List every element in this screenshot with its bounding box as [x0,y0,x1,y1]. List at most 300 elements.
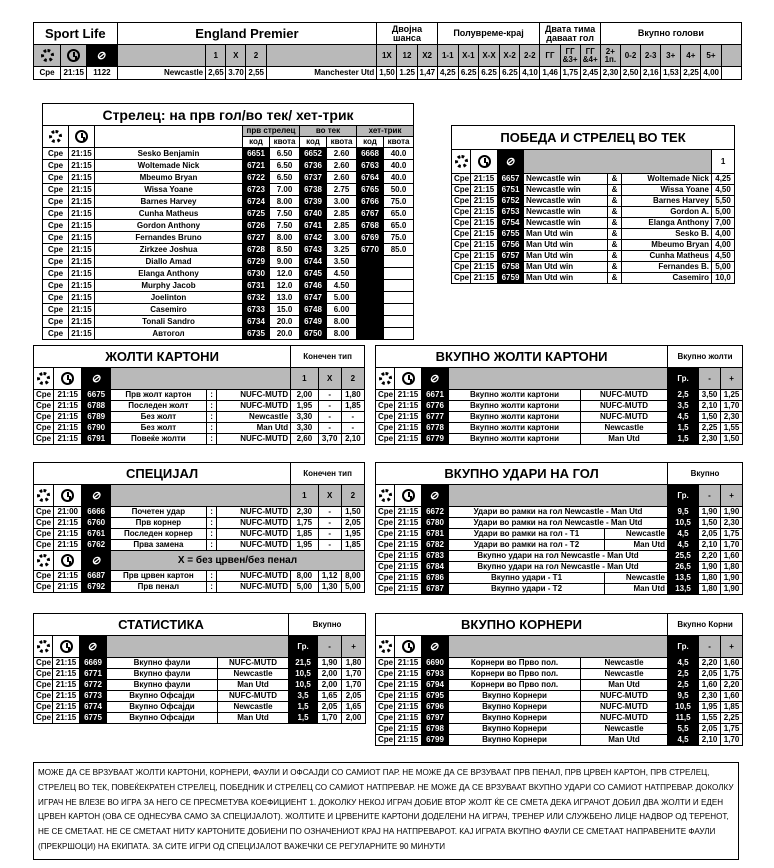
odd[interactable]: 2,00 [318,680,342,691]
table-row[interactable] [376,434,743,445]
code: 6734 [243,316,270,328]
table-row[interactable] [34,401,365,412]
odd[interactable] [384,280,414,292]
odd[interactable]: 1,80 [699,584,721,595]
table-row[interactable] [376,691,743,702]
odd[interactable]: 40.0 [384,160,414,172]
table-row[interactable] [376,518,743,529]
odd[interactable]: 3.00 [327,196,357,208]
table-row[interactable] [376,529,743,540]
code: 6748 [300,304,327,316]
odd[interactable]: 2.60 [327,172,357,184]
odd[interactable] [384,256,414,268]
odd[interactable]: 65.0 [384,220,414,232]
table-row[interactable] [43,316,414,328]
table-row[interactable] [34,434,365,445]
table-row[interactable] [43,256,414,268]
table-row[interactable] [43,172,414,184]
day: Сре [376,401,395,412]
gear-icon [34,45,61,67]
odd[interactable]: 4,50 [712,185,735,196]
day: Сре [376,735,395,746]
time: 21:15 [69,232,95,244]
code: 6767 [357,208,384,220]
odd[interactable]: 2,30 [291,507,318,518]
day: Сре [43,328,69,340]
table-row[interactable] [34,658,366,669]
odd[interactable]: 75.0 [384,196,414,208]
code [357,292,384,304]
odd[interactable]: 2,00 [291,390,318,401]
table-row[interactable] [376,401,743,412]
line: 1,5 [289,702,318,713]
odd[interactable]: 1,70 [721,540,743,551]
odd[interactable]: 6.50 [270,160,300,172]
odd[interactable]: 2,05 [318,702,342,713]
table-row[interactable] [43,292,414,304]
day: Сре [452,262,471,273]
time: 21:15 [69,172,95,184]
odd[interactable]: 8.00 [270,232,300,244]
table-row[interactable] [34,529,365,540]
odd[interactable]: 1.25 [397,67,417,80]
table-row[interactable] [34,702,366,713]
table-row[interactable] [34,713,366,724]
odd[interactable]: 8.50 [270,244,300,256]
table-row[interactable] [376,573,743,584]
odd[interactable]: 75.0 [384,232,414,244]
table-row[interactable] [452,262,735,273]
time: 21:15 [471,185,498,196]
table-row[interactable] [452,251,735,262]
odd[interactable]: 3,50 [699,390,721,401]
odd[interactable]: 4.50 [327,268,357,280]
odd[interactable]: 1,80 [341,390,364,401]
odd[interactable]: 2,25 [699,423,721,434]
odd[interactable]: - [318,507,341,518]
odd[interactable]: - [318,518,341,529]
colon: : [206,412,217,423]
odd[interactable]: 13.0 [270,292,300,304]
odd[interactable]: 2,10 [699,540,721,551]
odd[interactable]: 8,00 [291,571,318,582]
odd[interactable]: 2.85 [327,208,357,220]
table-row[interactable] [43,220,414,232]
odd[interactable]: 1,80 [721,562,743,573]
odd[interactable]: - [318,390,341,401]
market: Вкупно удари - Т1 [449,573,605,584]
odd[interactable]: 8,00 [341,571,364,582]
table-row[interactable] [43,232,414,244]
odd[interactable] [384,268,414,280]
ampersand: & [608,207,622,218]
player-name: Woltemade Nick [622,174,712,185]
market: Вкупно Офсајди [107,713,218,724]
odd[interactable]: 1,12 [318,571,341,582]
code: 6775 [80,713,107,724]
table-row[interactable] [376,713,743,724]
market: Корнери во Прво пол. [449,680,581,691]
odd[interactable]: 1,90 [318,658,342,669]
odd[interactable]: 15.0 [270,304,300,316]
odd[interactable]: 2,55 [246,67,266,80]
odd[interactable]: 1,60 [721,691,743,702]
code: 6752 [498,196,524,207]
table-row[interactable] [376,680,743,691]
odd[interactable]: - [318,412,341,423]
odd[interactable]: 8.00 [270,196,300,208]
code: 6784 [422,562,449,573]
odd[interactable]: 2,05 [699,529,721,540]
odd[interactable]: 1,90 [721,507,743,518]
odd[interactable]: 2,00 [318,669,342,680]
table-row[interactable] [452,174,735,185]
odd[interactable]: 5,00 [291,582,318,593]
player-name: Cunha Matheus [95,208,243,220]
table-row[interactable] [376,551,743,562]
odd[interactable]: 6.25 [478,67,499,80]
odd[interactable]: 1,90 [721,573,743,584]
league-title: England Premier [117,23,377,45]
odd[interactable]: 2,30 [699,434,721,445]
odd[interactable]: 6.50 [270,148,300,160]
odd[interactable]: 4,00 [712,229,735,240]
time: 21:15 [395,562,422,573]
odd[interactable]: 4,25 [437,67,458,80]
table-row[interactable] [376,390,743,401]
day: Сре [43,160,69,172]
code: 6778 [422,423,449,434]
odd[interactable]: 1,85 [291,529,318,540]
odd[interactable]: 5,00 [712,207,735,218]
yellow-cards-table [33,345,365,445]
odd[interactable]: - [318,401,341,412]
code: 6751 [498,185,524,196]
team: NUFC-MUTD [217,582,291,593]
table-row[interactable] [376,423,743,434]
odd[interactable]: 1,46 [540,67,560,80]
odd[interactable]: 1,60 [721,658,743,669]
table-row[interactable] [34,680,366,691]
odd[interactable]: 3,30 [291,412,318,423]
odd[interactable]: 7.00 [270,184,300,196]
odd[interactable]: 8.00 [327,328,357,340]
table-row[interactable] [43,268,414,280]
odd[interactable]: 1,50 [377,67,397,80]
odd[interactable]: 7,00 [712,218,735,229]
odd[interactable]: 3.25 [327,244,357,256]
odd[interactable]: 1,50 [699,518,721,529]
odd[interactable]: 40.0 [384,148,414,160]
odd[interactable]: 1,65 [318,691,342,702]
odd[interactable]: 2,25 [721,713,743,724]
day: Сре [376,529,395,540]
code: 6738 [300,184,327,196]
odd[interactable]: 1,95 [291,540,318,551]
odd[interactable]: - [318,529,341,540]
odd[interactable]: 7.50 [270,208,300,220]
odd[interactable]: 2,16 [641,67,661,80]
odd[interactable]: 4,25 [712,174,735,185]
odd[interactable]: 2,00 [342,713,366,724]
odd[interactable]: 1,50 [341,507,364,518]
odd[interactable]: 6.00 [327,304,357,316]
time: 21:15 [395,518,422,529]
day: Сре [34,401,54,412]
odd[interactable]: 1,53 [661,67,681,80]
odd[interactable]: 4.50 [327,280,357,292]
line: 3,5 [668,401,699,412]
stats-title: СТАТИСТИКА [34,614,289,636]
table-row[interactable] [43,160,414,172]
table-row[interactable] [34,507,365,518]
odd[interactable]: 2.75 [327,184,357,196]
odd[interactable]: 7.50 [270,220,300,232]
table-row[interactable] [43,208,414,220]
ampersand: & [608,229,622,240]
winner: Newcastle win [524,207,608,218]
odd[interactable]: 85.0 [384,244,414,256]
odd[interactable]: 2,05 [699,669,721,680]
odd[interactable]: 2,65 [206,67,226,80]
odd[interactable]: 2,10 [699,735,721,746]
odd[interactable]: 2,60 [291,434,318,445]
table-row[interactable] [34,518,365,529]
code [357,328,384,340]
time: 21:15 [61,67,87,80]
table-row[interactable] [376,658,743,669]
match-row[interactable] [34,67,742,80]
table-row[interactable] [34,390,365,401]
odd[interactable]: 5,00 [712,262,735,273]
line-header: Гр. [668,485,699,507]
ampersand: & [608,273,622,284]
table-row[interactable] [452,229,735,240]
table-row[interactable] [376,540,743,551]
odd[interactable]: 1,75 [721,724,743,735]
odd[interactable]: 1,50 [721,434,743,445]
odd[interactable]: 2,50 [620,67,640,80]
odd[interactable]: 2,20 [699,551,721,562]
odd[interactable]: 1,85 [341,540,364,551]
odd[interactable]: 10,0 [712,273,735,284]
day: Сре [452,251,471,262]
odd[interactable]: - [318,423,341,434]
player-name: Murphy Jacob [95,280,243,292]
odd[interactable]: 3.00 [327,232,357,244]
odd[interactable]: 1,70 [318,713,342,724]
odd[interactable]: 1,60 [699,680,721,691]
player-name: Gordon A. [622,207,712,218]
odd[interactable]: 2,05 [341,518,364,529]
odd[interactable]: 40.0 [384,172,414,184]
table-row[interactable] [43,328,414,340]
team: NUFC-MUTD [217,390,291,401]
code: 6768 [357,220,384,232]
table-row[interactable] [452,240,735,251]
odd[interactable]: 6.25 [500,67,520,80]
odd[interactable]: 1,80 [342,658,366,669]
odd[interactable]: 12.0 [270,280,300,292]
table-row[interactable] [34,691,366,702]
table-row[interactable] [376,702,743,713]
col-1: 1 [712,150,735,174]
odd[interactable]: 1,70 [721,401,743,412]
ampersand: & [608,196,622,207]
odd[interactable]: 9.00 [270,256,300,268]
odd[interactable]: 4,00 [701,67,721,80]
odd[interactable]: 1,75 [721,669,743,680]
odd[interactable]: 5,00 [341,582,364,593]
odd[interactable]: 4,00 [712,240,735,251]
table-row[interactable] [34,582,365,593]
line: 11,5 [668,713,699,724]
odd[interactable]: 65.0 [384,208,414,220]
table-row[interactable] [43,244,414,256]
table-row[interactable] [43,184,414,196]
code: 6787 [422,584,449,595]
odd[interactable]: 3,70 [318,434,341,445]
table-row[interactable] [43,196,414,208]
table-row[interactable] [34,571,365,582]
table-row[interactable] [452,218,735,229]
odd[interactable]: 1,75 [291,518,318,529]
table-row[interactable] [452,273,735,284]
table-row[interactable] [376,669,743,680]
time: 21:15 [471,229,498,240]
odd[interactable]: 5,50 [712,196,735,207]
table-row[interactable] [43,148,414,160]
odd[interactable]: 2,30 [721,518,743,529]
table-row[interactable] [43,304,414,316]
odd[interactable]: 1,60 [721,551,743,562]
odd[interactable]: - [341,423,364,434]
odd[interactable]: 1,75 [560,67,580,80]
odd[interactable]: 6.50 [270,172,300,184]
table-row[interactable] [34,412,365,423]
odd[interactable]: 1,70 [342,680,366,691]
odd[interactable]: 2,25 [681,67,701,80]
odd[interactable]: 2.85 [327,220,357,232]
odd[interactable]: 1,70 [721,735,743,746]
odd[interactable]: 2.60 [327,160,357,172]
odd[interactable]: 2,20 [699,658,721,669]
odd[interactable]: 1,95 [291,401,318,412]
odd[interactable]: 1,90 [699,507,721,518]
odd[interactable]: 1,95 [341,529,364,540]
time: 21:15 [395,584,422,595]
code: 6796 [422,702,449,713]
odd[interactable]: 1,55 [699,713,721,724]
odd[interactable]: 1,70 [342,669,366,680]
day: Сре [452,196,471,207]
odd[interactable]: 1,25 [721,390,743,401]
odd[interactable]: 2,20 [721,680,743,691]
table-row[interactable] [43,280,414,292]
table-row[interactable] [376,735,743,746]
odd[interactable]: 2,30 [699,691,721,702]
line: 5,5 [668,724,699,735]
team: Man Utd [581,680,668,691]
odd[interactable]: 2.60 [327,148,357,160]
odd[interactable] [384,316,414,328]
odd[interactable]: 1,55 [721,423,743,434]
odd[interactable]: - [341,412,364,423]
odd[interactable]: 2,05 [699,724,721,735]
table-row[interactable] [34,540,365,551]
odd[interactable]: 12.0 [270,268,300,280]
odd[interactable]: 2,10 [699,401,721,412]
odd[interactable]: 1,90 [699,562,721,573]
odd[interactable]: 1,95 [699,702,721,713]
table-row[interactable] [452,196,735,207]
odd[interactable]: - [318,540,341,551]
odd[interactable]: 1,85 [721,702,743,713]
odd[interactable]: 1,75 [721,529,743,540]
odd[interactable]: 1,85 [341,401,364,412]
time: 21:15 [54,518,82,529]
colon: : [206,582,217,593]
table-row[interactable] [452,185,735,196]
odd[interactable]: 1,80 [699,573,721,584]
odd[interactable] [384,328,414,340]
time: 21:15 [395,658,422,669]
code [357,256,384,268]
odd[interactable]: 4,10 [520,67,540,80]
odd[interactable] [384,292,414,304]
special-table [33,462,365,593]
odd[interactable]: 1,47 [417,67,437,80]
table-row[interactable] [376,724,743,735]
odd[interactable]: 2,45 [580,67,600,80]
table-row[interactable] [34,423,365,434]
team: NUFC-MUTD [581,702,668,713]
odd[interactable]: 20.0 [270,328,300,340]
table-row[interactable] [376,584,743,595]
odd[interactable]: 3.70 [226,67,246,80]
market: Вкупно фаули [107,658,218,669]
odd[interactable]: 3.50 [327,256,357,268]
odd[interactable]: 20.0 [270,316,300,328]
code: 6745 [300,268,327,280]
table-row[interactable] [376,507,743,518]
odd[interactable]: 2,30 [721,412,743,423]
table-row[interactable] [34,669,366,680]
odd[interactable]: 50.0 [384,184,414,196]
day: Сре [376,540,395,551]
odd[interactable] [384,304,414,316]
odd[interactable]: 1,90 [721,584,743,595]
odd[interactable]: 5.00 [327,292,357,304]
odd[interactable]: 1,50 [699,412,721,423]
odd[interactable]: 3,30 [291,423,318,434]
table-row[interactable] [376,412,743,423]
odd[interactable]: 2,05 [342,691,366,702]
odd[interactable]: 8.00 [327,316,357,328]
odd[interactable]: 2,10 [341,434,364,445]
odd[interactable]: 1,65 [342,702,366,713]
code: 6733 [243,304,270,316]
odd[interactable]: 6.25 [458,67,478,80]
table-row[interactable] [376,562,743,573]
odd[interactable]: 1,30 [318,582,341,593]
line: 4,5 [668,529,699,540]
odd[interactable]: 4,50 [712,251,735,262]
line: 9,5 [668,691,699,702]
table-row[interactable] [452,207,735,218]
odd[interactable]: 2,30 [600,67,620,80]
time: 21:15 [395,573,422,584]
